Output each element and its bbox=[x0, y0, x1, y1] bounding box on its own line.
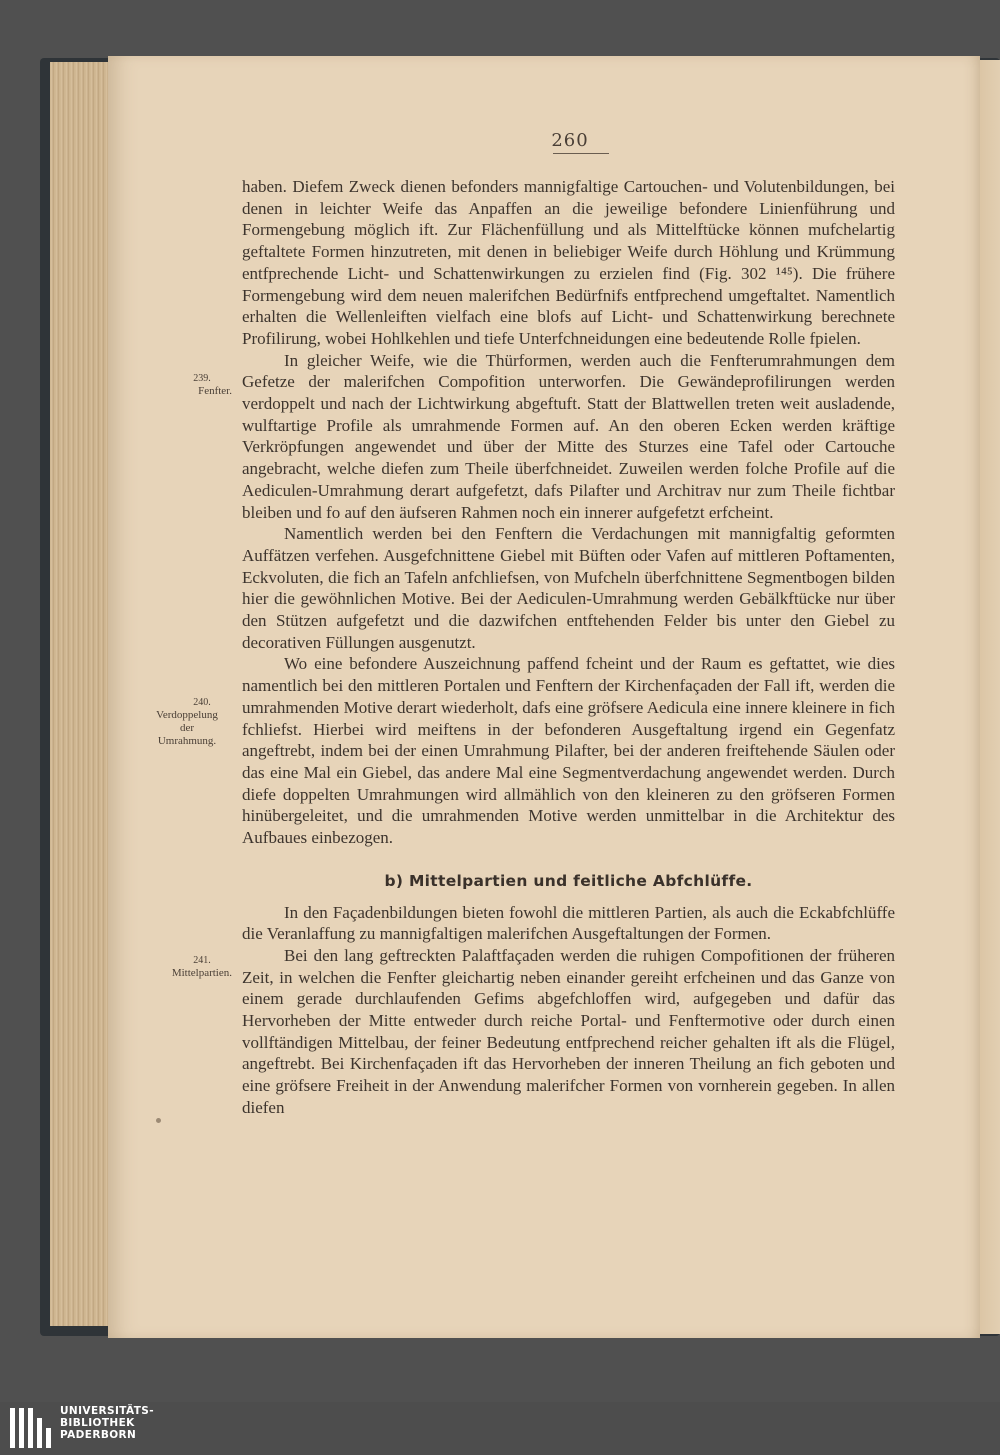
margin-note-label-line: der bbox=[179, 722, 195, 734]
margin-note-label: Fenfter. bbox=[198, 385, 232, 397]
paragraph: In den Façadenbildungen bieten fowohl die mittleren Partien, als auch die Eckabfchlüffe die Veranlaffung zu mannigfaltigen malerifchen Ausgeftaltungen der Formen. bbox=[242, 902, 895, 944]
margin-note-241 bbox=[142, 954, 232, 980]
logo-line: PADERBORN bbox=[60, 1429, 137, 1441]
paragraph: Bei den lang geftreckten Palaftfaçaden werden die ruhigen Compofitionen der früheren Zeit, in welchen die Fenfter gleichartig neben einander gereiht erfcheinen und das Ganze von einem gerade durchlaufenden Gefims abgefchloffen wird, aufgegeben und dafür das Hervorheben der Mitte entweder durch reiche Portal- und Fenftermotive oder durch einen vollftändigen Mittelbau, der feiner Bedeutung entfprechend reicher gehalten ift als die Flügel, angeftrebt. Bei Kirchenfaçaden ift das Hervorheben der inneren Theilung an fich geboten und eine gröfsere Freiheit in der Anwendung malerifcher Formen von vornherein gegeben. In allen diefen bbox=[242, 945, 895, 1117]
paragraph: In gleicher Weife, wie die Thürformen, werden auch die Fenfterumrahmungen dem Gefetze der malerifchen Compofition unterworfen. Die Gewändeprofilirungen werden verdoppelt und nach der Lichtwirkung abgeftuft. Statt der Blattwellen treten weit ausladende, wulftartige Profile als umrahmende Formen auf. An den oberen Ecken werden kräftige Verkröpfungen angewendet und über der Mitte des Sturzes eine Tafel oder Cartouche angebracht, welche diefen zum Theile überfchneidet. Zuweilen werden folche Profile auf die Aediculen-Umrahmung derart aufgefetzt, dafs Pilafter und Architrav nur zum Theile fichtbar bleiben und fo auf den äufseren Rahmen noch ein innerer aufgefetzt erfcheint. bbox=[242, 350, 895, 522]
body-text bbox=[242, 176, 895, 1119]
margin-note-label-line: Verdoppelung bbox=[156, 709, 218, 721]
paragraph: Namentlich werden bei den Fenftern die Verdachungen mit mannigfaltig geformten Auffätzen verfehen. Ausgefchnittene Giebel mit Büften oder Vafen auf mittleren Poftamenten, Eckvoluten, die fich an Tafeln anfchliefsen, von Mufcheln überfchnittene Segmentbogen bilden hier die gewöhnlichen Motive. Bei der Aediculen-Umrahmung werden Gebälkftücke nur über den Stützen aufgefetzt und die dazwifchen entftehenden Felder bis unter den Giebel zu decorativen Füllungen ausgenutzt. bbox=[242, 524, 895, 652]
margin-note-label: Mittelpartien. bbox=[171, 967, 232, 979]
page-number-rule bbox=[553, 153, 609, 154]
logo-line: BIBLIOTHEK bbox=[60, 1417, 135, 1429]
margin-note-number: 239. bbox=[193, 373, 211, 384]
paragraph: haben. Diefem Zweck dienen befonders mannigfaltige Cartouchen- und Volutenbildungen, bei denen in leichter Weife das Anpaffen an die jeweilige befondere Linienführung und Formengebung möglich ift. Zur Flächenfüllung und als Mittelftücke können mufchelartig geftaltete Formen hinzutreten, mit denen in beliebiger Weife durch Höhlung und Krümmung entfprechende Licht- und Schattenwirkungen zu erzielen find (Fig. 302 ¹⁴⁵). Die frühere Formengebung wird dem neuen malerifchen Bedürfnifs entfprechend umgeftaltet. Namentlich erhalten die Wellenleiften vielfach eine blofs auf Licht- und Schattenwirkung berechnete Profilirung, wobei Hohlkehlen und tiefe Unterfchneidungen eine bedeutende Rolle fpielen. bbox=[242, 177, 895, 348]
logo-line: UNIVERSITÄTS- bbox=[60, 1405, 155, 1417]
margin-note-label-line: Umrahmung. bbox=[157, 735, 217, 747]
margin-note-239 bbox=[142, 372, 232, 398]
margin-note-number: 241. bbox=[193, 955, 211, 966]
paragraph: Wo eine befondere Auszeichnung paffend fcheint und der Raum es geftattet, wie dies namentlich bei den mittleren Portalen und Fenftern der Kirchenfaçaden der Fall ift, werden die umrahmenden Motive derart wiederholt, dafs eine gröfsere Aedicula eine innere kleinere in fich fchliefst. Hierbei wird meiftens in der befonderen Ausgeftaltung irgend ein Gegenfatz angeftrebt, indem bei der einen Umrahmung Pilafter, bei der anderen freiftehende Säulen oder das eine Mal ein Giebel, das andere Mal eine Segmentverdachung angewendet werden. Durch diefe doppelten Umrahmungen wird allmählich von den kleineren zu den gröfseren Formen hinübergeleitet, und die umrahmenden Motive werden unmittelbar in die Architektur des Aufbaues einbezogen. bbox=[242, 654, 895, 848]
section-heading: b) Mittelpartien und feitliche Abfchlüffe. bbox=[384, 871, 753, 890]
margin-note-number: 240. bbox=[193, 697, 211, 708]
library-logo-icon bbox=[7, 1404, 55, 1452]
page-blemish bbox=[156, 1118, 161, 1123]
library-logo-text bbox=[60, 1405, 154, 1441]
margin-note-240 bbox=[142, 696, 232, 748]
page-number: 260 bbox=[551, 130, 589, 151]
